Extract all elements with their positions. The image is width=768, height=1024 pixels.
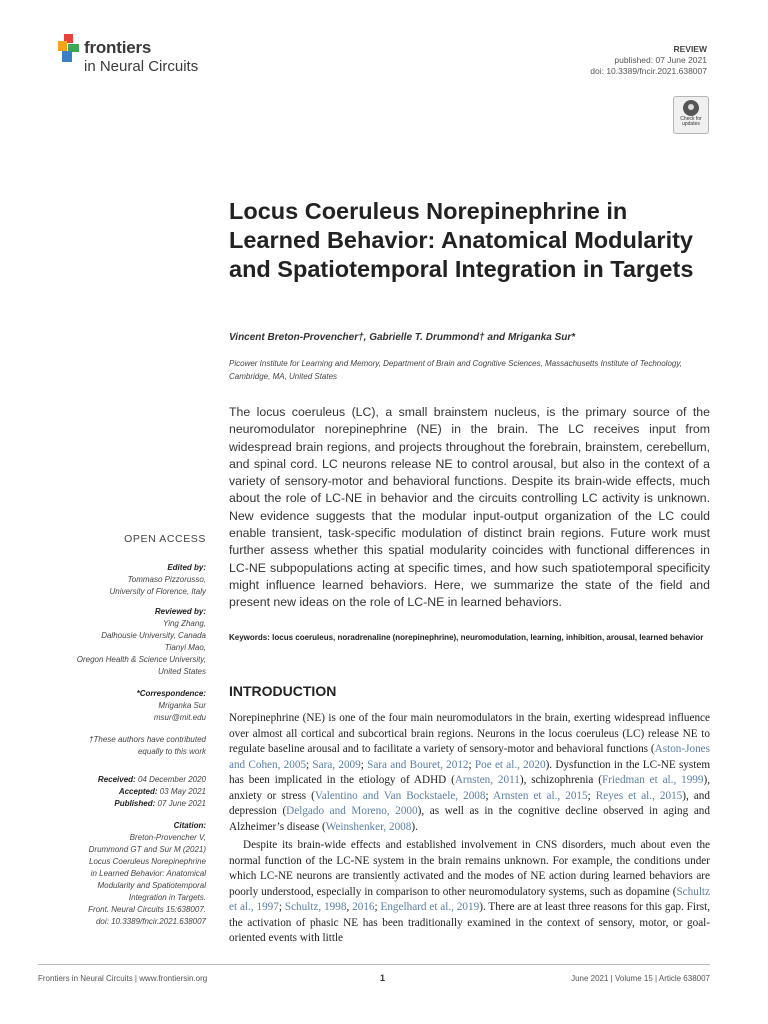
paragraph-1: [229, 711, 710, 835]
citation-link[interactable]: Sara and Bouret, 2012: [367, 758, 469, 771]
citation-line: Breton-Provencher V,: [129, 833, 206, 842]
article-type: REVIEW: [673, 44, 707, 54]
keywords-label: Keywords:: [229, 633, 270, 642]
body-text-run: Despite its brain-wide effects and established involvement in CNS disorders, much about even the normal function of the LC-NE system in the brain remains unknown. For example, the conditions under which LC-NE neurons are transiently activated and the modes of NE action during learned behaviors are poorly understood, especially in comparison to other neuromodulatory systems, such as dopamine (: [229, 839, 710, 898]
body-text-run: ;: [587, 789, 596, 802]
citation-line: Drummond GT and Sur M (2021): [88, 845, 206, 854]
keywords-text: locus coeruleus, noradrenaline (norepinephrine), neuromodulation, learning, inhibition, arousal, learned behavior: [272, 633, 704, 642]
body-text-run: ). There are at least three reasons for this gap. First, the activation of phasic NE has been traditionally examined in the context of sensory, motor, or goal-oriented events with little: [229, 901, 710, 944]
body-text-run: ;: [485, 789, 493, 802]
reviewer-affiliation: United States: [157, 667, 206, 676]
body-text-run: ).: [411, 820, 418, 833]
citation-link[interactable]: Poe et al., 2020: [474, 758, 546, 771]
citation-line: Integration in Targets.: [128, 893, 206, 902]
logo-square-orange: [58, 41, 67, 51]
correspondence-name: Mriganka Sur: [158, 701, 206, 710]
body-text-run: ;: [374, 901, 381, 913]
reviewer-affiliation: Oregon Health & Science University,: [76, 655, 206, 664]
page-number: 1: [380, 973, 386, 983]
citation-link[interactable]: Schultz, 1998: [284, 901, 347, 913]
citation-block: [40, 820, 206, 928]
accepted-date: [40, 786, 206, 798]
body-text: [229, 711, 710, 947]
citation-line: Locus Coeruleus Norepinephrine: [89, 857, 206, 866]
badge-label: Check for updates: [680, 116, 702, 127]
footer-volume: June 2021 | Volume 15 | Article 638007: [571, 974, 710, 983]
citation-link[interactable]: Aston-Jones and Cohen, 2005: [229, 743, 710, 771]
body-text-run: Norepinephrine (NE) is one of the four main neuromodulators in the brain, exerting widespread influence over almost all cortical and subcortical brain regions. Neurons in the locus coeruleus (LC) release NE to regulate baseline arousal and to facilitate a variety of sensory-motor and behavioral functions (: [229, 712, 710, 755]
citation-link[interactable]: Engelhard et al., 2019: [380, 901, 480, 913]
citation-doi[interactable]: doi: 10.3389/fncir.2021.638007: [95, 917, 206, 926]
citation-link[interactable]: Delgado and Moreno, 2000: [286, 805, 418, 817]
body-text-run: ;: [360, 758, 368, 771]
citation-link[interactable]: Sara, 2009: [312, 758, 361, 771]
accepted-label: Accepted:: [118, 787, 158, 796]
received-label: Received:: [97, 775, 136, 784]
citation-line: Modularity and Spatiotemporal: [97, 881, 206, 890]
received-date: [40, 774, 206, 786]
published-label: Published:: [114, 799, 156, 808]
check-updates-icon: [683, 100, 699, 116]
citation-link[interactable]: 2016: [352, 901, 375, 913]
edited-by-block: [40, 562, 206, 598]
citation-link[interactable]: Weinshenker, 2008: [325, 820, 412, 833]
doi[interactable]: doi: 10.3389/fncir.2021.638007: [590, 66, 707, 76]
correspondence-label: *Correspondence:: [136, 689, 206, 698]
accepted-value: 03 May 2021: [159, 787, 206, 796]
published-value: 07 June 2021: [157, 799, 206, 808]
body-text-run: ), as well as in the cognitive decline observed in aging and Alzheimer’s disease (: [229, 805, 710, 833]
citation-line: Front. Neural Circuits 15:638007.: [88, 905, 206, 914]
correspondence-block: [40, 688, 206, 724]
article-title: Locus Coeruleus Norepinephrine in Learned Behavior: Anatomical Modularity and Spatiotemporal Integration in Targets: [229, 198, 694, 282]
abstract: The locus coeruleus (LC), a small brainstem nucleus, is the primary source of the neuromodulator norepinephrine (NE) in the brain. The LC receives input from widespread brain regions, and projects throughout the forebrain, brainstem, cerebellum, and spinal cord. LC neurons release NE to control arousal, but also in the context of a variety of sensory-motor and behavioral functions. Despite its brain-wide effects, much about the role of LC-NE in behavior and the circuits controlling LC activity is unknown. New evidence suggests that the modular input-output organization of the LC could enable transient, task-specific modulation of distinct brain regions. Future work must further assess whether this spatial modularity coincides with functional differences in LC-NE subpopulations acting at specific times, and how such spatiotemporal specificity might influence learned behaviors. Here, we summarize the state of the field and present new ideas on the role of LC-NE in learned behaviors.: [229, 405, 710, 610]
body-text-run: ;: [278, 901, 285, 913]
body-text-run: ,: [346, 901, 353, 913]
affiliation: Picower Institute for Learning and Memory, Department of Brain and Cognitive Sciences, Massachusetts Institute of Technology, Cambridge, MA, United States: [229, 359, 682, 381]
citation-line: in Learned Behavior: Anatomical: [90, 869, 206, 878]
reviewer-name[interactable]: Tianyi Mao,: [164, 643, 206, 652]
body-text-run: ), schizophrenia (: [519, 774, 602, 786]
citation-link[interactable]: Reyes et al., 2015: [595, 789, 683, 802]
editor-name[interactable]: Tommaso Pizzorusso,: [127, 575, 206, 584]
citation-link[interactable]: Valentino and Van Bockstaele, 2008: [314, 789, 486, 802]
frontiers-logo: [58, 34, 80, 62]
reviewed-by-label: Reviewed by:: [154, 607, 206, 616]
body-text-run: ). Dysfunction in the LC-NE system has been implicated in the etiology of ADHD (: [229, 758, 711, 786]
published-date-side: [40, 798, 206, 810]
reviewer-name[interactable]: Ying Zhang,: [163, 619, 206, 628]
authors[interactable]: Vincent Breton-Provencher†, Gabrielle T. Drummond† and Mriganka Sur*: [229, 332, 576, 343]
edited-by-label: Edited by:: [167, 563, 206, 572]
citation-link[interactable]: Friedman et al., 1999: [601, 774, 704, 786]
footer-divider: [38, 964, 710, 965]
editor-affiliation: University of Florence, Italy: [109, 587, 206, 596]
keywords: [229, 632, 710, 643]
equal-contribution-note: [40, 734, 206, 758]
body-text-run: ;: [306, 758, 313, 771]
reviewer-affiliation: Dalhousie University, Canada: [101, 631, 206, 640]
logo-square-green: [68, 44, 79, 52]
article-meta: [590, 44, 707, 77]
body-text-run: ), anxiety or stress (: [229, 774, 711, 802]
citation-label: Citation:: [173, 821, 206, 830]
journal-name[interactable]: in Neural Circuits: [84, 58, 199, 75]
check-for-updates-badge[interactable]: [673, 96, 709, 134]
paragraph-2: [229, 838, 710, 947]
correspondence-email[interactable]: msur@mit.edu: [153, 713, 206, 722]
body-text-run: ), and depression (: [229, 789, 710, 817]
published-date: published: 07 June 2021: [614, 55, 707, 65]
note-line: equally to this work: [137, 747, 206, 756]
section-heading: INTRODUCTION: [229, 683, 337, 699]
brand-name[interactable]: frontiers: [84, 38, 152, 57]
logo-square-blue: [62, 51, 72, 62]
citation-link[interactable]: Arnsten et al., 2015: [493, 789, 588, 802]
open-access-label: OPEN ACCESS: [124, 533, 206, 545]
reviewed-by-block: [40, 606, 206, 678]
footer-journal[interactable]: Frontiers in Neural Circuits | www.frontiersin.org: [38, 974, 208, 983]
citation-link[interactable]: Schultz et al., 1997: [229, 885, 710, 913]
body-text-run: ;: [468, 758, 475, 771]
dates-block: [40, 774, 206, 810]
received-value: 04 December 2020: [137, 775, 206, 784]
citation-link[interactable]: Arnsten, 2011: [454, 774, 520, 786]
note-line: †These authors have contributed: [89, 735, 206, 744]
